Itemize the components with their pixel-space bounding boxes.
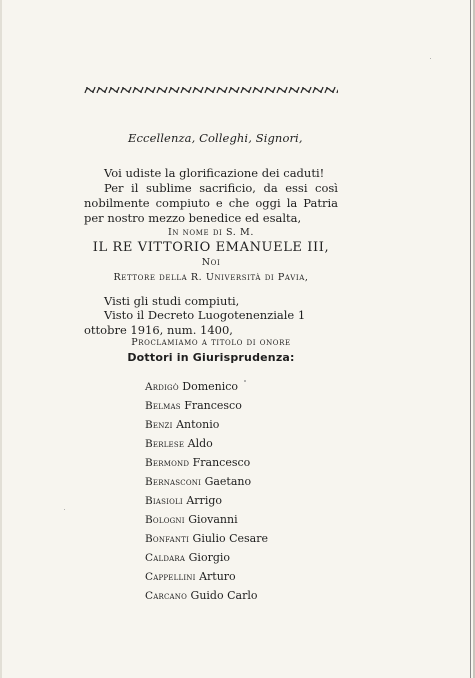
surname: Biasioli [145,495,183,507]
given-name: Domenico [182,380,239,393]
given-name: Aldo [187,437,213,450]
surname: Caldara [145,552,186,564]
page-left-edge [0,0,2,678]
given-name: Arturo [199,570,236,583]
page-right-edge [470,0,471,678]
surname: Carcano [145,590,188,602]
surname: Belmas [145,400,181,412]
given-name: Giorgio [188,551,231,564]
surname: Ardigò [145,381,179,393]
graduates-list [145,377,268,605]
list-item [145,396,268,415]
in-nome-line: In nome di S. M. [167,227,254,238]
list-item [145,377,268,396]
paragraph-sacrifice: Per il sublime sacrificio, da essi così nobilmente compiuto e che oggi la Patria per nostro mezzo benedice ed esalta, [84,181,338,225]
given-name: Arrigo [186,494,223,507]
surname: Bonfanti [145,533,190,545]
noi-line: Noi [201,257,221,268]
print-speck [244,380,246,382]
list-item [145,510,268,529]
given-name: Giovanni [188,513,238,526]
salutation: Eccellenza, Colleghi, Signori, [128,131,303,145]
surname: Berlese [145,438,185,450]
proclamation-line: Proclamiamo a titolo di onore [131,337,291,348]
given-name: Antonio [176,418,220,431]
list-item [145,453,268,472]
list-item [145,567,268,586]
surname: Bermond [145,457,190,469]
surname: Bologni [145,514,185,526]
paragraph-decreto: Visto il Decreto Luogotenenziale 1 ottobre 1916, num. 1400, [84,308,306,337]
list-item [145,548,268,567]
ornament-pattern [84,84,338,96]
paragraph-studi: Visti gli studi compiuti, [104,294,240,308]
list-item [145,491,268,510]
surname: Bernasconi [145,476,202,488]
decorative-border-ornament [84,84,338,96]
paragraph-glorification: Voi udiste la glorificazione dei caduti! [104,166,325,180]
king-line: IL RE VITTORIO EMANUELE III, [92,240,330,255]
list-item [145,586,268,605]
surname: Benzi [145,419,173,431]
list-item [145,415,268,434]
rettore-line: Rettore della R. Università di Pavia, [113,272,309,283]
given-name: Giulio Cesare [192,532,268,545]
given-name: Gaetano [204,475,252,488]
given-name: Francesco [192,456,251,469]
print-speck [64,509,65,510]
section-heading-dottori: Dottori in Giurisprudenza: [127,351,295,364]
given-name: Guido Carlo [190,589,258,602]
list-item [145,472,268,491]
list-item [145,529,268,548]
given-name: Francesco [184,399,242,412]
surname: Cappellini [145,571,196,583]
print-speck [430,58,431,59]
list-item [145,434,268,453]
